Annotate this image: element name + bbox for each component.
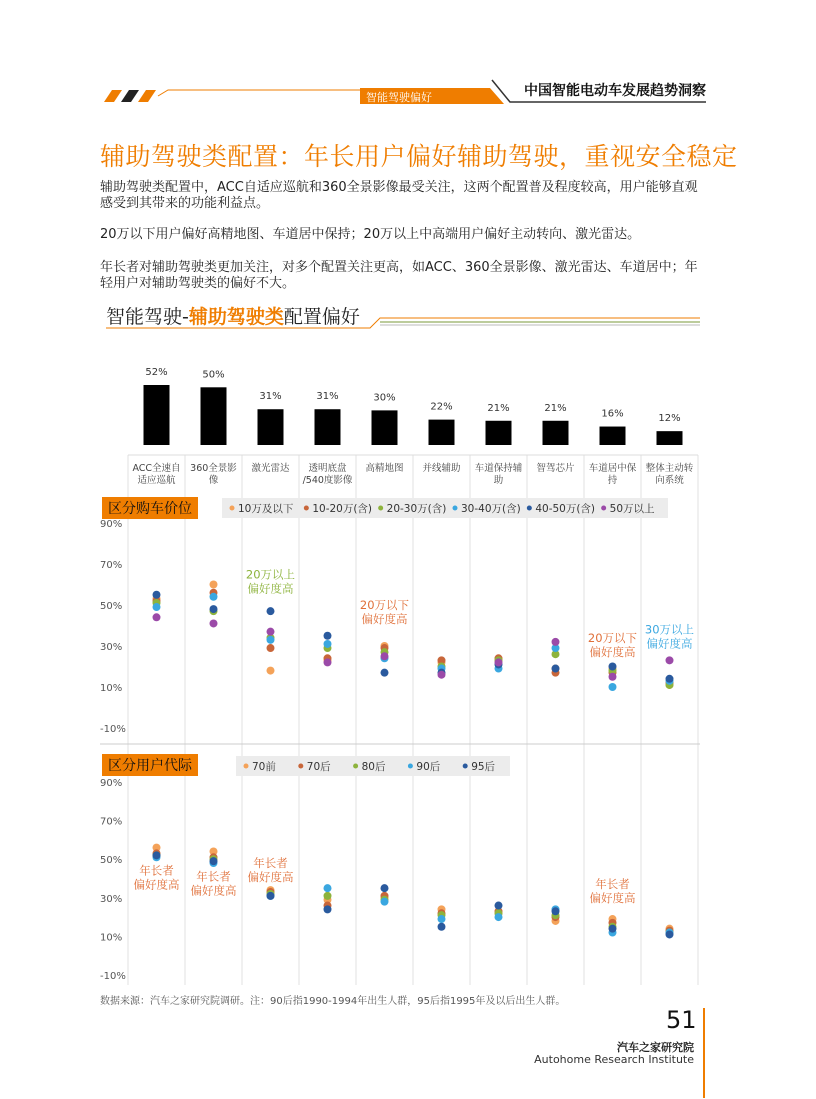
gen-point [324,892,332,900]
bar [372,410,398,445]
gen-annotation: 年长者 [196,869,231,884]
bar-value-label: 31% [259,391,282,403]
category-label: /540度影像 [302,475,353,486]
gen-point [210,857,218,865]
tier-legend-marker [304,506,309,511]
bar [144,385,170,445]
gen-point [153,851,161,859]
bar-value-label: 50% [202,369,225,381]
report-title: 中国智能电动车发展趋势洞察 [524,83,706,99]
tier-annotation: 20万以下 [587,630,638,645]
gen-annotation: 偏好度高 [133,877,180,892]
tier-legend-label: 20-30万(含) [386,503,447,515]
footer-accent-line [703,1008,705,1098]
tier-point [666,656,674,664]
tier-annotation: 30万以上 [644,622,695,637]
tier-point [609,673,617,681]
tier-point [267,607,275,615]
page-number: 51 [666,1006,697,1034]
tier-ytick-label: 10% [100,683,123,694]
gen-legend-label: 95后 [471,761,496,773]
bar-value-label: 12% [658,413,681,425]
gen-panel-label: 区分用户代际 [108,758,192,774]
gen-point [267,892,275,900]
chart-title-suffix: 配置偏好 [283,306,360,328]
tier-point [324,658,332,666]
category-label: 适应巡航 [137,475,176,486]
gen-point [438,923,446,931]
tier-annotation: 偏好度高 [247,581,294,596]
gen-annotation: 偏好度高 [589,891,636,906]
tier-annotation: 偏好度高 [646,636,693,651]
category-label: 透明底盘 [308,463,347,474]
bar [486,421,512,445]
tier-point [552,665,560,673]
tier-panel-label: 区分购车价位 [108,501,192,517]
gen-annotation: 年长者 [139,863,174,878]
tier-point [210,593,218,601]
gen-point [495,913,503,921]
bar [258,409,284,445]
page-title: 辅助驾驶类配置：年长用户偏好辅助驾驶，重视安全稳定 [100,142,738,171]
gen-point [609,925,617,933]
gen-ytick-label: 70% [100,816,123,828]
tier-legend-marker [453,506,458,511]
category-label: 车道保持辅 [474,463,523,474]
category-label: 助 [493,475,504,486]
tier-annotation: 20万以上 [245,567,296,582]
tier-point [552,638,560,646]
gen-legend-label: 70后 [306,761,331,773]
tier-point [267,636,275,644]
gen-point [381,898,389,906]
tier-point [495,658,503,666]
category-label: 并线辅助 [422,463,461,474]
tier-ytick-label: 90% [100,519,123,530]
tier-legend-marker [601,506,606,511]
tier-legend-marker [230,506,235,511]
gen-annotation: 偏好度高 [190,883,237,898]
bar [201,387,227,445]
category-label: 激光雷达 [251,463,290,474]
tier-ytick-label: -10% [100,724,126,735]
tier-legend-label: 10-20万(含) [312,503,373,515]
tier-point [153,603,161,611]
tier-legend-label: 40-50万(含) [535,503,596,515]
bar [429,420,455,445]
gen-legend-label: 90后 [416,761,441,773]
category-label: 向系统 [655,475,684,486]
gen-legend-marker [298,764,303,769]
gen-point [438,915,446,923]
gen-point [324,905,332,913]
tier-point [153,613,161,621]
bar [600,427,626,445]
tier-point [267,667,275,675]
gen-ytick-label: 50% [100,855,123,867]
tier-ytick-label: 70% [100,560,123,571]
category-label: 高精地图 [365,463,404,474]
gen-legend-marker [353,764,358,769]
gen-annotation: 年长者 [595,877,630,892]
tier-point [210,605,218,613]
tier-point [267,628,275,636]
gen-legend-label: 70前 [252,761,276,773]
tier-point [381,669,389,677]
tier-point [609,683,617,691]
tier-point [324,632,332,640]
tier-legend-label: 10万及以下 [238,503,294,515]
tier-ytick-label: 50% [100,601,123,612]
gen-ytick-label: -10% [100,971,126,982]
gen-point [381,884,389,892]
paragraph-3: 年长者对辅助驾驶类更加关注，对多个配置关注更高，如ACC、360全景影像、激光雷达、车道居中；年轻用户对辅助驾驶类的偏好不大。 [100,260,698,291]
bar [657,431,683,445]
gen-point [552,907,560,915]
gen-point [495,902,503,910]
bar [543,421,569,445]
gen-ytick-label: 90% [100,778,123,789]
category-label: 智驾芯片 [536,463,575,474]
tier-annotation: 20万以下 [359,598,410,613]
tier-legend-marker [378,506,383,511]
tier-legend-label: 50万以上 [609,503,655,515]
tier-point [267,644,275,652]
tier-point [666,675,674,683]
bar-value-label: 21% [487,402,510,414]
gen-point [666,930,674,938]
bar-value-label: 21% [544,402,567,414]
chart-title-prefix: 智能驾驶- [106,306,189,328]
org-name-cn: 汽车之家研究院 [617,1041,694,1054]
gen-point [324,884,332,892]
data-source-note: 数据来源：汽车之家研究院调研。注：90后指1990-1994年出生人群，95后指1995年及以后出生人群。 [100,996,566,1007]
gen-annotation: 年长者 [253,855,288,870]
tier-point [609,663,617,671]
bar-value-label: 22% [430,401,453,413]
gen-legend-marker [408,764,413,769]
category-label: 像 [208,475,219,486]
category-label: 持 [607,475,618,486]
category-label: 360全景影 [190,463,237,474]
tier-point [153,591,161,599]
org-name-en: Autohome Research Institute [534,1053,694,1066]
category-label: ACC全速自 [132,463,181,474]
category-label: 整体主动转 [645,463,694,474]
section-label: 智能驾驶偏好 [366,91,432,104]
tier-annotation: 偏好度高 [589,644,636,659]
gen-annotation: 偏好度高 [247,869,294,884]
bar-value-label: 16% [601,408,624,420]
tier-point [438,671,446,679]
gen-ytick-label: 30% [100,893,123,905]
category-label: 车道居中保 [588,463,637,474]
chart-title-highlight: 辅助驾驶类 [188,306,284,328]
bar-value-label: 52% [145,367,168,378]
gen-legend-marker [463,764,468,769]
bar-value-label: 30% [373,392,396,404]
tier-legend-marker [527,506,532,511]
bar-value-label: 31% [316,391,339,403]
tier-point [324,640,332,648]
tier-ytick-label: 30% [100,642,123,653]
tier-point [210,619,218,627]
paragraph-2: 20万以下用户偏好高精地图、车道居中保持；20万以上中高端用户偏好主动转向、激光雷达。 [100,227,641,242]
tier-legend-label: 30-40万(含) [461,503,521,515]
tier-annotation: 偏好度高 [361,612,408,627]
tier-point [381,652,389,660]
tier-point [210,581,218,589]
paragraph-1: 辅助驾驶类配置中，ACC自适应巡航和360全景影像最受关注，这两个配置普及程度较高，用户能够直观感受到其带来的功能利益点。 [100,180,698,211]
gen-ytick-label: 10% [100,932,123,944]
bar [315,409,341,445]
gen-legend-marker [244,764,249,769]
gen-legend-label: 80后 [361,761,386,773]
